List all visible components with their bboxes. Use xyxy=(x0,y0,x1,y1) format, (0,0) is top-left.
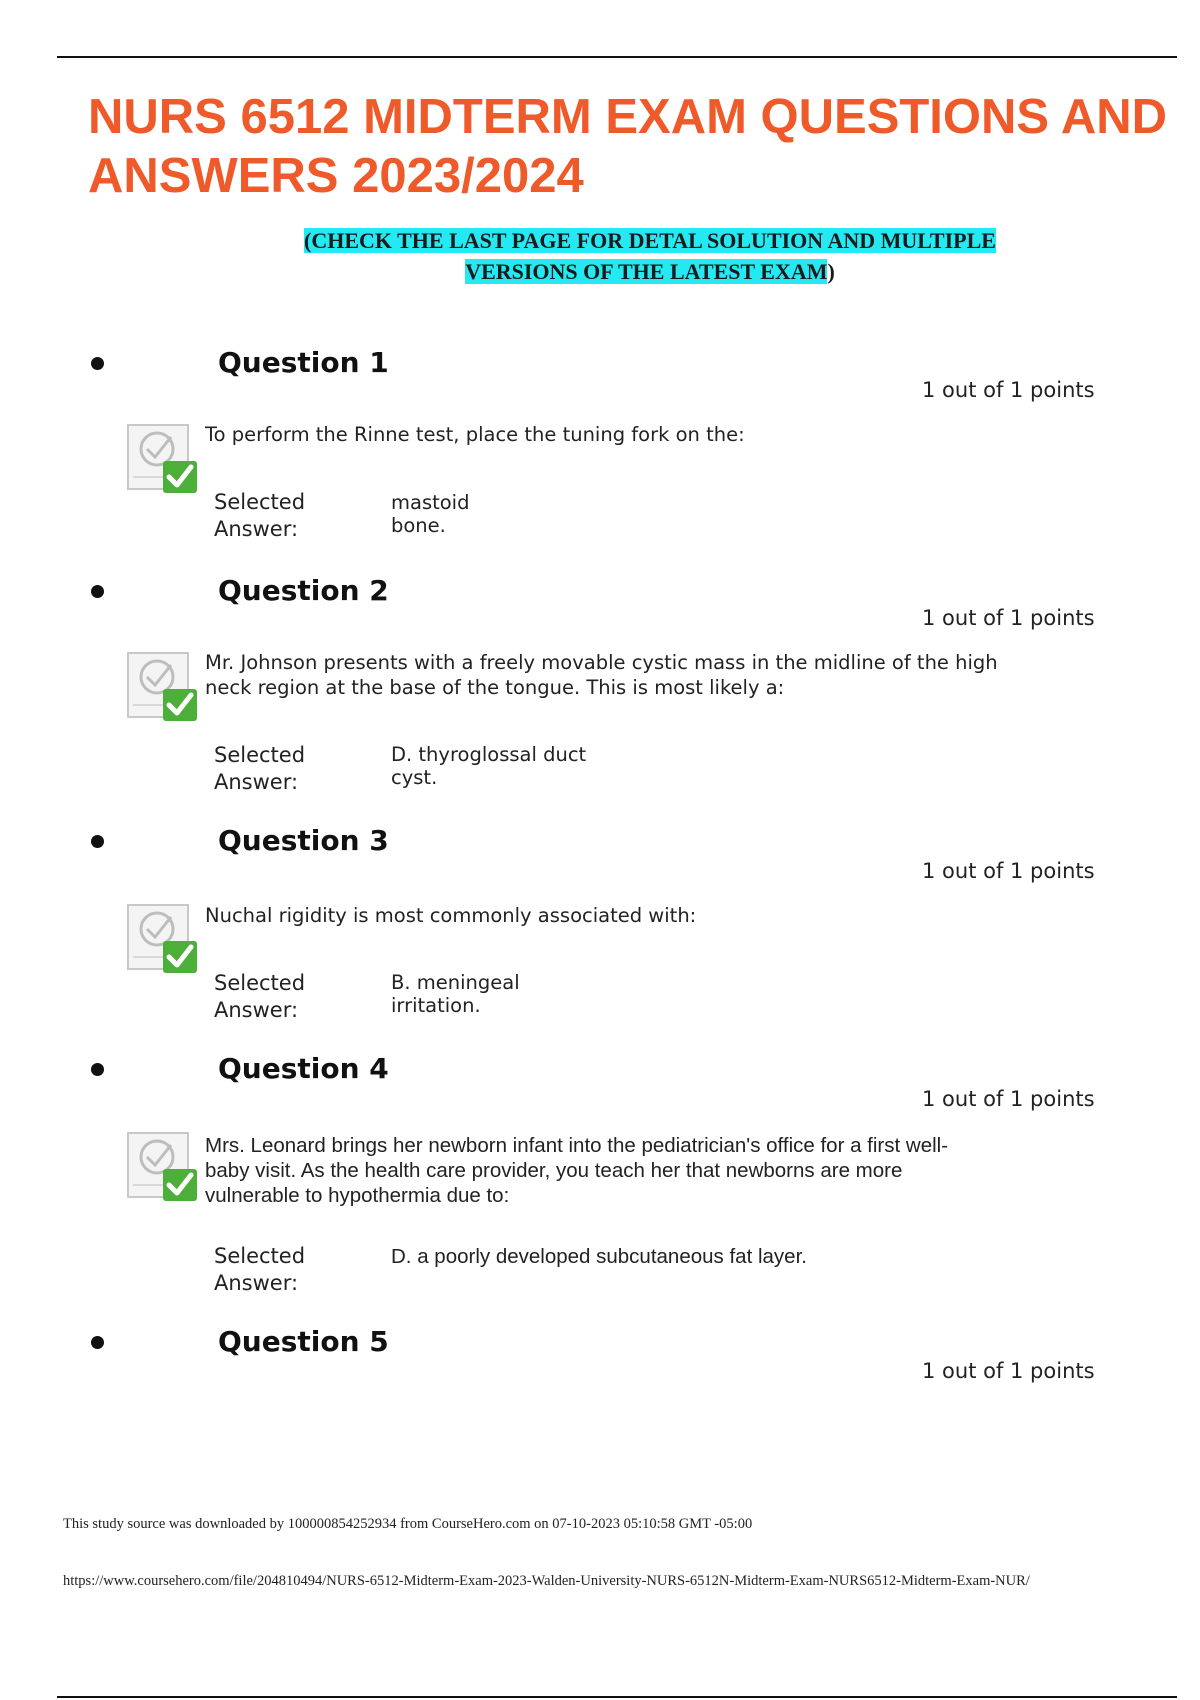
selected-label-word: Selected xyxy=(214,1244,306,1268)
notice-line-1: (CHECK THE LAST PAGE FOR DETAL SOLUTION AND MULTIPLE xyxy=(304,228,996,253)
question-text-line: neck region at the base of the tongue. This is most likely a: xyxy=(205,676,785,699)
selected-answer-value: D. a poorly developed subcutaneous fat layer. xyxy=(391,1245,807,1268)
selected-label-word: Selected xyxy=(214,971,306,995)
answer-label-word: Answer: xyxy=(214,770,299,794)
question-title: Question 4 xyxy=(218,1052,389,1085)
selected-label-word: Selected xyxy=(214,743,306,767)
bullet-icon xyxy=(91,1336,104,1349)
answer-label-word: Answer: xyxy=(214,998,299,1022)
notice-line-2: VERSIONS OF THE LATEST EXAM xyxy=(465,259,828,284)
answer-line: bone. xyxy=(391,514,446,537)
answer-line: B. meningeal xyxy=(391,971,520,994)
question-points: 1 out of 1 points xyxy=(922,1087,1095,1111)
answer-label-word: Answer: xyxy=(214,517,299,541)
top-rule xyxy=(57,56,1177,58)
question-text-line: Mrs. Leonard brings her newborn infant into the pediatrician's office for a first well- xyxy=(205,1134,949,1157)
notice-close: ) xyxy=(827,259,835,284)
answer-line: irritation. xyxy=(391,994,481,1017)
question-points: 1 out of 1 points xyxy=(922,859,1095,883)
answer-line: D. thyroglossal duct xyxy=(391,743,587,766)
question-title: Question 1 xyxy=(218,346,389,379)
question-points: 1 out of 1 points xyxy=(922,606,1095,630)
question-title: Question 5 xyxy=(218,1325,389,1358)
correct-check-icon xyxy=(127,1131,199,1203)
question-text xyxy=(205,650,1035,700)
bottom-rule xyxy=(57,1696,1177,1698)
selected-answer-label xyxy=(214,742,364,796)
answer-line: mastoid xyxy=(391,491,470,514)
selected-answer-value xyxy=(391,743,621,789)
question-text: Nuchal rigidity is most commonly associated with: xyxy=(205,904,697,927)
question-points: 1 out of 1 points xyxy=(922,378,1095,402)
bullet-icon xyxy=(91,835,104,848)
selected-answer-value xyxy=(391,971,621,1017)
question-title: Question 2 xyxy=(218,574,389,607)
question-header xyxy=(0,1049,1200,1089)
correct-check-icon xyxy=(127,651,199,723)
notice-banner xyxy=(200,225,1100,287)
question-points: 1 out of 1 points xyxy=(922,1359,1095,1383)
correct-check-icon xyxy=(127,423,199,495)
answer-line: cyst. xyxy=(391,766,438,789)
question-text-line: baby visit. As the health care provider, you teach her that newborns are more xyxy=(205,1159,903,1182)
question-text-line: Mr. Johnson presents with a freely movable cystic mass in the midline of the high xyxy=(205,651,998,674)
bullet-icon xyxy=(91,357,104,370)
selected-answer-label xyxy=(214,1243,364,1297)
question-text-line: vulnerable to hypothermia due to: xyxy=(205,1184,510,1207)
bullet-icon xyxy=(91,585,104,598)
source-url-link[interactable]: https://www.coursehero.com/file/204810494/NURS-6512-Midterm-Exam-2023-Walden-University-NURS-6512N-Midterm-Exam-NURS6512-Midterm-Exam-NUR/ xyxy=(63,1573,1030,1589)
download-note: This study source was downloaded by 100000854252934 from CourseHero.com on 07-10-2023 05:10:58 GMT -05:00 xyxy=(63,1516,753,1532)
bullet-icon xyxy=(91,1063,104,1076)
question-title: Question 3 xyxy=(218,824,389,857)
answer-label-word: Answer: xyxy=(214,1271,299,1295)
question-text: To perform the Rinne test, place the tuning fork on the: xyxy=(205,423,745,446)
question-text xyxy=(205,1133,1035,1208)
correct-check-icon xyxy=(127,903,199,975)
question-header xyxy=(0,821,1200,861)
selected-answer-label xyxy=(214,489,364,543)
selected-answer-value xyxy=(391,491,621,537)
selected-label-word: Selected xyxy=(214,490,306,514)
page-title: NURS 6512 MIDTERM EXAM QUESTIONS AND ANSWERS 2023/2024 xyxy=(88,90,1168,203)
question-header xyxy=(0,1322,1200,1362)
selected-answer-label xyxy=(214,970,364,1024)
